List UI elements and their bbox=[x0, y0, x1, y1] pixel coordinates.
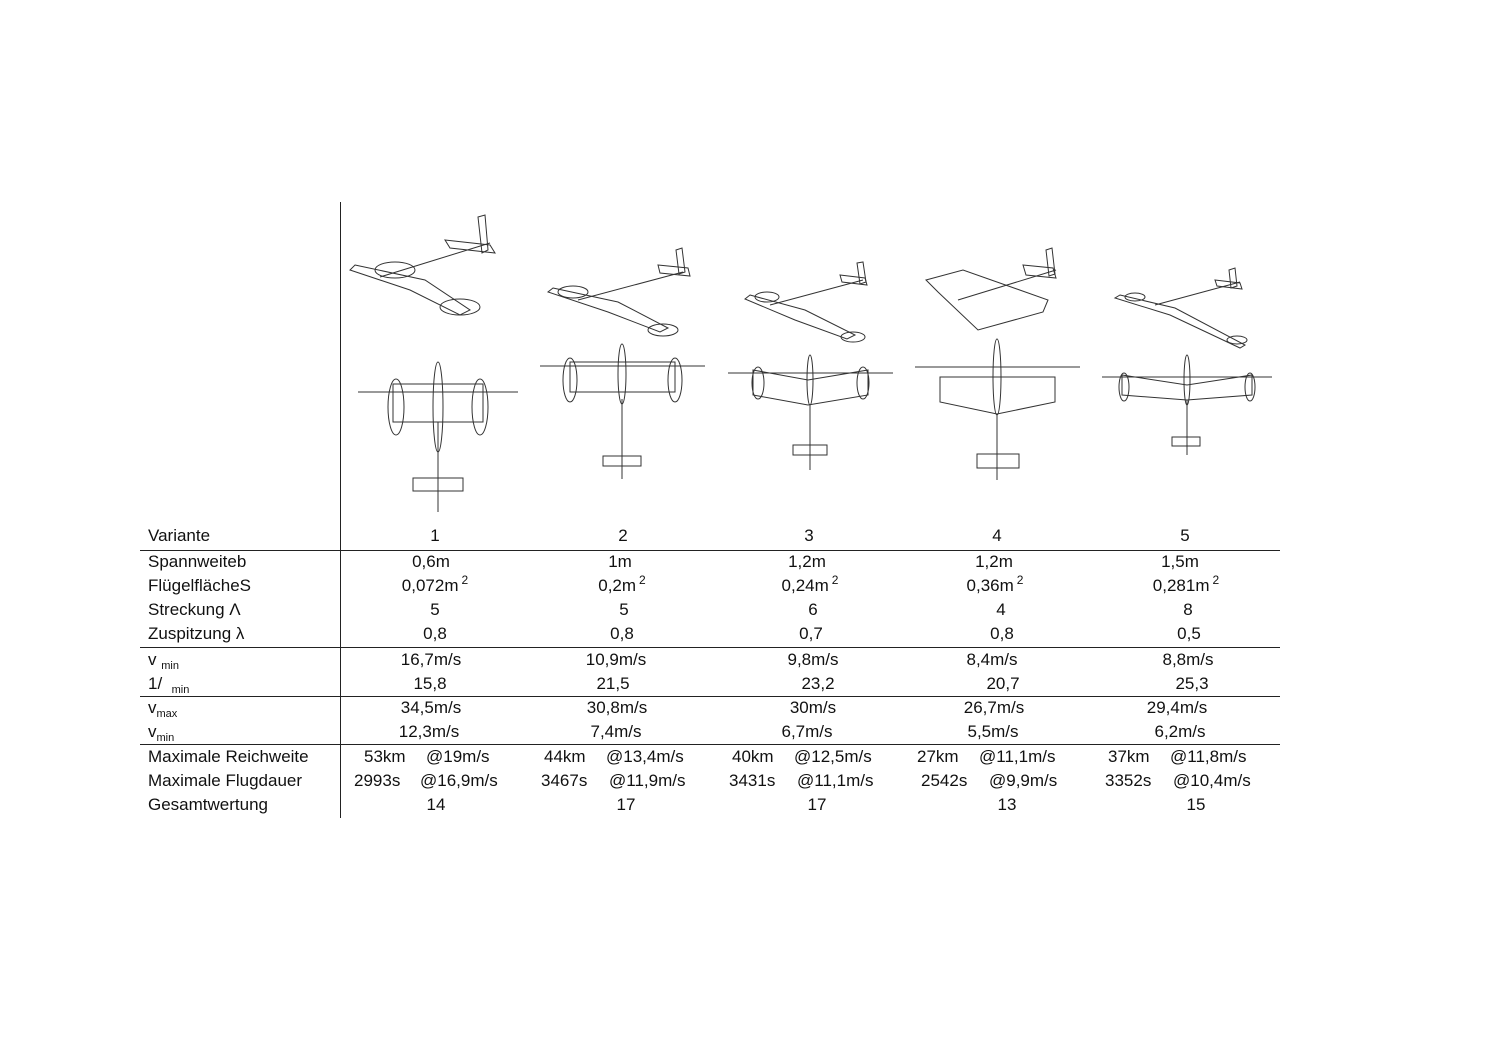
cell-inv-3: 23,2 bbox=[801, 674, 835, 693]
cell-vmin1-3: 9,8m/s bbox=[787, 650, 839, 669]
plane-3-iso-drawing bbox=[745, 265, 870, 350]
cell-vmin2-1: 12,3m/s bbox=[398, 722, 460, 741]
row-label-total: Gesamtwertung bbox=[148, 795, 268, 814]
cell-endurance-4: 2542s @9,9m/s bbox=[921, 771, 1058, 790]
cell-range-4: 27km @11,1m/s bbox=[917, 747, 1056, 766]
cell-inv-1: 15,8 bbox=[413, 674, 447, 693]
cell-total-4: 13 bbox=[997, 795, 1017, 814]
cell-span-2: 1m bbox=[608, 552, 632, 571]
cell-vmin2-3: 6,7m/s bbox=[781, 722, 833, 741]
cell-vmax-2: 30,8m/s bbox=[586, 698, 648, 717]
cell-span-5: 1,5m bbox=[1161, 552, 1199, 571]
cell-taper-1: 0,8 bbox=[423, 624, 447, 643]
cell-range-2: 44km @13,4m/s bbox=[544, 747, 684, 766]
row-label-vmin2: $v_{min}$ bbox=[148, 722, 175, 744]
plane-4-iso-drawing bbox=[918, 250, 1063, 345]
row-label-variante: Variante bbox=[148, 526, 211, 545]
cell-variante-3: 3 bbox=[804, 526, 814, 545]
cell-vmin1-4: 8,4m/s bbox=[966, 650, 1018, 669]
cell-inv-5: 25,3 bbox=[1175, 674, 1209, 693]
table-divider-2 bbox=[140, 647, 1280, 648]
cell-span-1: 0,6m bbox=[412, 552, 450, 571]
cell-span-4: 1,2m bbox=[975, 552, 1013, 571]
plane-5-top-drawing bbox=[1102, 355, 1272, 455]
cell-area-5: 0,281m $^2$ bbox=[1152, 573, 1220, 595]
cell-aspect-3: 6 bbox=[808, 600, 818, 619]
cell-range-3: 40km @12,5m/s bbox=[732, 747, 872, 766]
plane-3-top-drawing bbox=[728, 355, 893, 470]
cell-area-3: 0,24m $^2$ bbox=[781, 573, 839, 595]
cell-vmin2-2: 7,4m/s bbox=[590, 722, 642, 741]
cell-taper-3: 0,7 bbox=[799, 624, 823, 643]
table-divider-3 bbox=[140, 696, 1280, 697]
cell-endurance-2: 3467s @11,9m/s bbox=[541, 771, 686, 790]
cell-aspect-2: 5 bbox=[619, 600, 629, 619]
cell-taper-5: 0,5 bbox=[1177, 624, 1201, 643]
row-label-taper: Zuspitzung λ bbox=[148, 624, 245, 643]
cell-taper-2: 0,8 bbox=[610, 624, 634, 643]
cell-range-5: 37km @11,8m/s bbox=[1108, 747, 1247, 766]
cell-area-2: 0,2m $^2$ bbox=[598, 573, 646, 595]
row-label-range: Maximale Reichweite bbox=[148, 747, 309, 766]
plane-5-iso-drawing bbox=[1115, 270, 1255, 350]
cell-vmax-3: 30m/s bbox=[789, 698, 837, 717]
cell-variante-5: 5 bbox=[1180, 526, 1190, 545]
cell-span-3: 1,2m bbox=[788, 552, 826, 571]
cell-variante-1: 1 bbox=[430, 526, 440, 545]
cell-vmin1-2: 10,9m/s bbox=[585, 650, 647, 669]
row-label-inv: 1/ $_{min}$ bbox=[148, 674, 190, 696]
plane-2-top-drawing bbox=[540, 344, 705, 479]
cell-endurance-3: 3431s @11,1m/s bbox=[729, 771, 874, 790]
cell-inv-4: 20,7 bbox=[986, 674, 1020, 693]
plane-1-iso-drawing bbox=[350, 215, 500, 325]
cell-total-5: 15 bbox=[1186, 795, 1206, 814]
cell-inv-2: 21,5 bbox=[596, 674, 630, 693]
cell-range-1: 53km @19m/s bbox=[364, 747, 490, 766]
table-divider-1 bbox=[140, 550, 1280, 551]
row-label-endurance: Maximale Flugdauer bbox=[148, 771, 303, 790]
cell-taper-4: 0,8 bbox=[990, 624, 1014, 643]
cell-area-4: 0,36m $^2$ bbox=[966, 573, 1024, 595]
cell-total-2: 17 bbox=[616, 795, 636, 814]
cell-vmin2-4: 5,5m/s bbox=[967, 722, 1019, 741]
cell-vmax-4: 26,7m/s bbox=[963, 698, 1025, 717]
row-label-vmin1: v $_{min}$ bbox=[148, 650, 179, 672]
cell-aspect-5: 8 bbox=[1183, 600, 1193, 619]
row-label-area: FlügelflächeS bbox=[148, 576, 252, 595]
cell-endurance-5: 3352s @10,4m/s bbox=[1105, 771, 1251, 790]
cell-vmax-1: 34,5m/s bbox=[400, 698, 462, 717]
cell-aspect-1: 5 bbox=[430, 600, 440, 619]
cell-vmin1-5: 8,8m/s bbox=[1162, 650, 1214, 669]
row-label-vmax: $v_{max}$ bbox=[148, 698, 178, 720]
cell-endurance-1: 2993s @16,9m/s bbox=[354, 771, 498, 790]
table-divider-4 bbox=[140, 744, 1280, 745]
row-label-span: Spannweiteb bbox=[148, 552, 247, 571]
cell-aspect-4: 4 bbox=[996, 600, 1006, 619]
cell-total-1: 14 bbox=[426, 795, 446, 814]
cell-variante-2: 2 bbox=[618, 526, 628, 545]
plane-1-top-drawing bbox=[358, 362, 518, 512]
cell-total-3: 17 bbox=[807, 795, 827, 814]
plane-2-iso-drawing bbox=[548, 250, 693, 340]
cell-variante-4: 4 bbox=[992, 526, 1002, 545]
cell-vmin1-1: 16,7m/s bbox=[400, 650, 462, 669]
plane-4-top-drawing bbox=[915, 342, 1080, 480]
cell-vmax-5: 29,4m/s bbox=[1146, 698, 1208, 717]
cell-area-1: 0,072m $^2$ bbox=[401, 573, 469, 595]
cell-vmin2-5: 6,2m/s bbox=[1154, 722, 1206, 741]
row-label-aspect: Streckung Λ bbox=[148, 600, 241, 619]
